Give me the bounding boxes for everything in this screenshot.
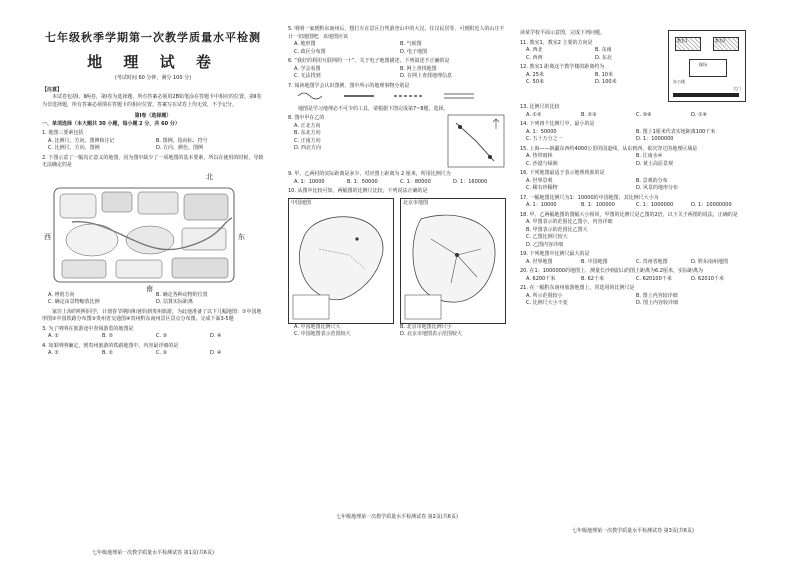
option: C. 西西 bbox=[526, 54, 543, 61]
option: A. 所示范围较小 bbox=[526, 292, 563, 299]
option: C. ③ bbox=[156, 333, 168, 339]
question-10-options bbox=[288, 324, 506, 339]
question-20-options bbox=[520, 276, 746, 284]
question-3-intro: 家住上海的明明同学，计划春节期间和爸妈到贵州旅游，为此他准备了以下几幅地图：①中国地形图②中国铁路分布图③贵州省交通图④贵州黔东南州景区景点分布图。完成下面3-5题 bbox=[42, 308, 262, 322]
option: D. 北京市地图表示范围较大 bbox=[400, 331, 463, 337]
option: A. 世界景观 bbox=[526, 177, 553, 184]
option: B. ② bbox=[102, 333, 114, 339]
option: B. 中国地图 bbox=[581, 258, 608, 265]
option: B. 1：50000 bbox=[347, 178, 378, 185]
option: D. 估算实际距离 bbox=[156, 299, 194, 305]
option: C. 政区分布图 bbox=[294, 48, 326, 55]
question-3: 3. 为了明明在旅游途中查阅游览的地图是 bbox=[42, 325, 134, 332]
option: D. 62010千米 bbox=[691, 275, 724, 282]
question-7-text: 地图是学习地理必不可少的工具，请根据下图完成第7~8题，选择。 bbox=[298, 105, 449, 112]
question-21-options bbox=[520, 293, 746, 308]
beijing-map-drawing bbox=[401, 199, 505, 323]
option: B. 东南 bbox=[595, 47, 612, 53]
page-3 bbox=[520, 8, 746, 545]
question-12: 12. 教室1 距离这个教学楼的距离约为 bbox=[520, 64, 605, 70]
exam-title: 七年级秋季学期第一次教学质量水平检测 bbox=[45, 31, 261, 44]
question-18: 18. 甲、乙两幅地图的图幅大小相同，甲图的比例尺是乙图的2倍，以下关于两图的说法，正确的是 bbox=[520, 211, 738, 218]
school-gate-bar bbox=[673, 93, 739, 97]
option: C. 五十万分之一 bbox=[526, 136, 563, 142]
option: A. 比例尺、方向、图例和注记 bbox=[48, 137, 115, 144]
option: C. ③④ bbox=[636, 111, 652, 118]
option: C. 比例尺大小不变 bbox=[526, 300, 568, 306]
option: D. 西北方向 bbox=[294, 145, 322, 151]
option: A. 中国地图比例尺大 bbox=[294, 323, 341, 330]
option: D. 1：1000000 bbox=[636, 136, 674, 142]
question-16-options bbox=[520, 178, 746, 193]
volume-heading: 第Ⅰ卷（选择题） bbox=[134, 113, 172, 119]
china-map-drawing bbox=[289, 199, 393, 323]
question-8: 8. 图中甲在乙的 bbox=[288, 115, 325, 121]
exam-meta: (考试时间 60 分钟，满分 100 分) bbox=[114, 75, 192, 81]
option: C. 沙漠与绿洲 bbox=[526, 160, 558, 167]
question-9-options bbox=[288, 179, 506, 187]
option: B. ②③ bbox=[581, 111, 597, 118]
option: B. 图例、指向标、符号 bbox=[156, 137, 208, 144]
plan-label: 教室1 bbox=[677, 38, 688, 43]
option: C. 50米 bbox=[526, 79, 545, 85]
option: A. 热带雨林 bbox=[526, 153, 553, 159]
plan-label: 操场 bbox=[699, 62, 707, 67]
map-label-north: 北 bbox=[206, 172, 213, 181]
option: A. 西北 bbox=[526, 47, 543, 53]
question-16: 16. 下列地图最适于表示地理现象的是 bbox=[520, 170, 605, 176]
option: B. 气候图 bbox=[400, 41, 422, 47]
option: D. ①④ bbox=[691, 111, 707, 118]
china-map bbox=[288, 198, 394, 324]
china-map-title: 中国地图 bbox=[291, 199, 312, 206]
option: A. 辨别方向 bbox=[48, 291, 75, 298]
option: D. 黔东南州地图 bbox=[691, 258, 729, 265]
option: C. 中国地图表示范围较大 bbox=[294, 331, 351, 337]
option: C. 贵州省地图 bbox=[636, 258, 668, 265]
option: B. 东北方向 bbox=[294, 130, 321, 136]
option: D. 图上内容较详细 bbox=[636, 300, 679, 306]
option: A. 甲图表示的范围比乙图小，内容详细 bbox=[526, 219, 613, 225]
option: C. 无法找到 bbox=[294, 73, 321, 79]
option: B. 江南水乡 bbox=[636, 153, 663, 159]
option: D. 在网上查找地理信息 bbox=[400, 73, 453, 79]
option: A. 正北方向 bbox=[294, 122, 321, 129]
option: D. ④ bbox=[210, 350, 222, 356]
question-20: 20. 在1：1000000的地图上，测量长沙到韶山的图上距离为6.2厘米，实际距离为 bbox=[520, 268, 703, 274]
playground bbox=[689, 59, 727, 77]
page-3-footer: 七年级地理第一次教学质量水平检测试卷 第3页(共6页) bbox=[572, 527, 694, 534]
question-11-options bbox=[520, 47, 664, 62]
question-6: 6. “我好的利用互联网的一十”，关于电子地图描述，下列叙述不正确的是 bbox=[288, 58, 450, 64]
option: D. 电子地图 bbox=[400, 48, 428, 55]
option: B. 北京市地图比例尺小 bbox=[400, 323, 452, 330]
map-label-west: 西 bbox=[44, 232, 51, 241]
option: A. ① bbox=[48, 350, 59, 356]
question-15: 15. 上海——新疆东西约4000公里的国道线，从东到西，依次穿过的地理区域是 bbox=[520, 145, 698, 152]
zoo-map bbox=[46, 172, 246, 292]
question-13-options bbox=[520, 112, 746, 120]
question-10: 10. 从图中比较可知，两幅图的比例尺比较，下列说法正确的是 bbox=[288, 188, 428, 194]
question-2: 2. 下图示意了一幅真正意义的地图，因为图中缺少了一项地图的基本要素，所以在使用的时候，导致无法确定的是 bbox=[42, 154, 264, 168]
question-15-options bbox=[520, 153, 746, 168]
question-4-options bbox=[42, 350, 264, 358]
option: D. 风景的地形分布 bbox=[636, 185, 679, 191]
village-map bbox=[446, 113, 506, 169]
option: A. 学会看图 bbox=[294, 65, 321, 72]
question-21: 21. 在一幅黔东南州旅游地图上，常选用的比例尺是 bbox=[520, 285, 635, 291]
option: A. ① bbox=[48, 333, 59, 339]
option: C. 正南方向 bbox=[294, 137, 321, 144]
option: D. 东北 bbox=[595, 54, 613, 61]
question-2-options bbox=[42, 292, 264, 307]
option: A. ①② bbox=[526, 111, 542, 118]
question-3-options bbox=[42, 333, 264, 341]
question-1: 1. 地图三要素包括 bbox=[42, 130, 84, 136]
question-14: 14. 下列四个比例尺中，最小的是 bbox=[520, 121, 595, 127]
question-12-options bbox=[520, 72, 664, 87]
question-17-options bbox=[520, 202, 746, 210]
plan-label: 办公楼 bbox=[673, 79, 685, 84]
question-5-options bbox=[288, 41, 506, 56]
plan-label: 大门 bbox=[733, 86, 741, 91]
beijing-map-title: 北京市地图 bbox=[403, 199, 429, 206]
option: A. 1：50000 bbox=[526, 128, 557, 135]
option: D. 100米 bbox=[595, 79, 617, 85]
option: B. 网上查找地图 bbox=[400, 65, 437, 72]
option: B. 甲图表示的范围比乙图大 bbox=[526, 226, 588, 233]
page-2-footer: 七年级地理第一次教学质量水平检测试卷 第2页(共6页) bbox=[336, 513, 458, 520]
option: C. 比例尺、方向、图例 bbox=[48, 145, 100, 151]
option: B. 图上1厘米代表实地距离100千米 bbox=[636, 128, 716, 135]
question-19-options bbox=[520, 259, 746, 267]
question-17: 17. 一幅地图比例尺为1：10000的中国地图，其比例尺大小为 bbox=[520, 194, 659, 201]
zoo-map-drawing bbox=[52, 178, 242, 286]
exam-subtitle: 地 理 试 卷 bbox=[87, 52, 219, 71]
option: B. 确定各种动物的位置 bbox=[156, 291, 208, 298]
option: B. ② bbox=[102, 350, 114, 356]
option: C. 确定由景物缩放比例 bbox=[48, 299, 100, 305]
option: A. 世界地图 bbox=[526, 258, 553, 265]
section-heading: 一、单项选择（本大题共 30 小题，每小题 2 分，共 60 分） bbox=[42, 120, 180, 127]
question-6-options bbox=[288, 66, 506, 81]
option: A. 6200千米 bbox=[526, 275, 556, 282]
option: C. 620100千米 bbox=[636, 275, 672, 282]
question-8-options bbox=[288, 123, 446, 153]
option: D. ④ bbox=[210, 333, 222, 339]
plan-label: 教室2 bbox=[715, 38, 726, 43]
option: A. 地形图 bbox=[294, 41, 316, 47]
page-2 bbox=[288, 8, 506, 545]
option: B. 10米 bbox=[595, 71, 613, 78]
option: C. 稀有珍稀物 bbox=[526, 185, 558, 191]
legend-symbols bbox=[294, 90, 494, 102]
option: C. ③ bbox=[156, 350, 168, 356]
question-19: 19. 下列地图中比例尺最大的是 bbox=[520, 251, 590, 257]
map-label-south: 南 bbox=[146, 284, 153, 293]
beijing-map bbox=[400, 198, 506, 324]
option: B. 图上内容较详细 bbox=[636, 292, 678, 299]
question-18-options bbox=[520, 219, 746, 249]
option: B. 62千米 bbox=[581, 275, 604, 282]
question-9: 9. 甲、乙两村的实际距离是多少，对应图上距离为 2 厘米，所用比例尺为 bbox=[288, 171, 451, 177]
notice-heading: 【注意】 bbox=[42, 86, 63, 93]
option: D. 乙图内容详细 bbox=[526, 241, 564, 248]
question-11: 11. 教室1，教室2 主要的方向是 bbox=[520, 39, 593, 46]
question-13: 13. 比例尺的比较 bbox=[520, 104, 560, 110]
option: B. 1：100000 bbox=[581, 202, 615, 208]
map-label-east: 东 bbox=[238, 232, 245, 241]
option: C. 乙图比例尺较大 bbox=[526, 234, 568, 240]
option: D. 1：10000000 bbox=[691, 202, 732, 208]
option: D. 黄土高原景观 bbox=[636, 160, 674, 167]
option: D. 方向、颜色、图例 bbox=[156, 145, 204, 151]
option: B. 景观的分布 bbox=[636, 177, 668, 184]
question-5: 5. 明明一家到黔东南州后，想打车在景区自驾游登山中的大汉、住汉民居等、可到附近人的山庄不计一切地图吧，该地图应该 bbox=[288, 26, 505, 40]
option: C. 1：80000 bbox=[400, 178, 431, 185]
school-plan bbox=[668, 30, 746, 102]
option: D. 1：160000 bbox=[453, 178, 488, 185]
page-1-footer: 七年级地理第一次教学质量水平检测试卷 第1页(共6页) bbox=[92, 549, 214, 556]
question-top: 读某学校平面示意图，完成下列问题。 bbox=[520, 30, 606, 36]
option: A. 1：10000 bbox=[294, 178, 325, 185]
question-14-options bbox=[520, 129, 746, 144]
question-4: 4. 如果明明确定，到贵州旅游的铁路地图中，内容最详细的是 bbox=[42, 342, 179, 349]
page-1 bbox=[42, 8, 264, 545]
option: A. 1：10000 bbox=[526, 202, 557, 208]
question-7: 7. 阅读地图学会认识图例，图中所示的地理事物分别是 bbox=[288, 82, 410, 89]
question-1-options bbox=[42, 138, 264, 153]
notice-text: 本试卷包括Ⅰ、Ⅱ两卷，第Ⅰ卷为选择题，所有答案必须用2B铅笔涂在答题卡中相应的位置。第Ⅱ卷为非选择题，所有答案必须填在答题卡的相应位置。答案写在试卷上均无效，不予记分。 bbox=[42, 94, 262, 108]
option: A. 25米 bbox=[526, 71, 544, 78]
option: C. 1：1000000 bbox=[636, 202, 674, 208]
